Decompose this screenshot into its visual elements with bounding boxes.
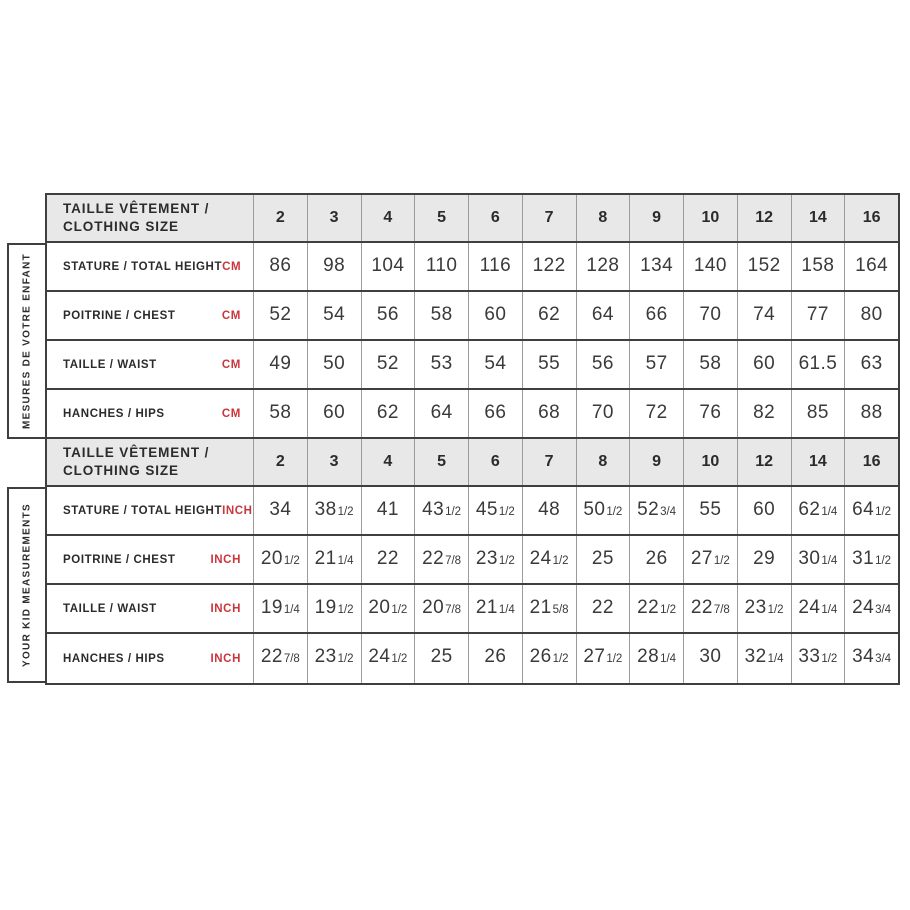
row-label: HANCHES / HIPS xyxy=(63,407,165,420)
value-main: 116 xyxy=(479,255,512,276)
value-main: 21 xyxy=(475,597,498,618)
measurement-value-cell xyxy=(308,243,362,290)
value-main: 63 xyxy=(860,353,883,374)
measurement-row xyxy=(47,536,898,585)
value-main: 85 xyxy=(806,402,829,423)
measurement-value-cell xyxy=(254,390,308,437)
value-main: 50 xyxy=(583,499,606,520)
measurement-label-cell xyxy=(47,585,254,632)
measurement-row xyxy=(47,487,898,536)
header-title-line2: CLOTHING SIZE xyxy=(63,219,179,234)
measurement-value-cell xyxy=(577,243,631,290)
value-main: 24 xyxy=(798,597,821,618)
measurement-value-cell xyxy=(254,634,308,683)
value-fraction: 1/2 xyxy=(875,506,892,518)
value-main: 34 xyxy=(852,646,875,667)
header-title-line1: TAILLE VÊTEMENT / xyxy=(63,445,210,461)
value-fraction: 1/4 xyxy=(660,653,677,665)
value-main: 60 xyxy=(753,353,776,374)
measurement-value-cell xyxy=(630,390,684,437)
value-fraction: 1/4 xyxy=(821,506,838,518)
measurement-value-cell xyxy=(254,487,308,534)
measurement-value-cell xyxy=(362,243,416,290)
measurement-value-cell xyxy=(630,487,684,534)
value-main: 54 xyxy=(323,304,346,325)
measurement-value-cell xyxy=(577,634,631,683)
value-fraction: 7/8 xyxy=(283,653,300,665)
header-title-line1: TAILLE VÊTEMENT / xyxy=(63,201,210,217)
size-cell: 3 xyxy=(308,195,362,241)
value-main: 24 xyxy=(852,597,875,618)
value-main: 33 xyxy=(798,646,821,667)
kids-size-chart xyxy=(7,193,900,685)
value-fraction: 3/4 xyxy=(875,604,892,616)
value-main: 22 xyxy=(260,646,283,667)
size-cell: 12 xyxy=(738,439,792,485)
measurement-value-cell xyxy=(254,536,308,583)
value-main: 52 xyxy=(637,499,660,520)
size-cell: 7 xyxy=(523,439,577,485)
value-main: 158 xyxy=(801,255,835,276)
value-fraction: 7/8 xyxy=(713,604,730,616)
value-main: 104 xyxy=(371,255,405,276)
measurement-value-cell xyxy=(792,487,846,534)
measurement-value-cell xyxy=(845,292,898,339)
value-main: 68 xyxy=(538,402,561,423)
value-fraction: 1/2 xyxy=(337,653,354,665)
value-main: 27 xyxy=(583,646,606,667)
value-main: 21 xyxy=(529,597,552,618)
measurement-value-cell xyxy=(254,292,308,339)
value-fraction: 1/2 xyxy=(283,555,300,567)
measurement-value-cell xyxy=(684,292,738,339)
value-main: 41 xyxy=(376,499,399,520)
measurement-value-cell xyxy=(845,487,898,534)
value-fraction: 1/4 xyxy=(283,604,300,616)
value-main: 98 xyxy=(323,255,346,276)
measurement-value-cell xyxy=(362,292,416,339)
value-main: 58 xyxy=(430,304,453,325)
value-main: 21 xyxy=(314,548,337,569)
measurement-value-cell xyxy=(738,487,792,534)
value-fraction: 1/2 xyxy=(713,555,730,567)
value-fraction: 1/4 xyxy=(821,555,838,567)
size-cell: 16 xyxy=(862,209,881,226)
measurement-value-cell xyxy=(684,634,738,683)
size-header-row xyxy=(47,439,898,487)
value-main: 24 xyxy=(368,646,391,667)
size-cell: 9 xyxy=(630,195,684,241)
measurement-value-cell xyxy=(523,585,577,632)
measurement-value-cell xyxy=(469,487,523,534)
value-fraction: 1/2 xyxy=(445,506,462,518)
unit-label: CM xyxy=(221,358,241,371)
value-main: 66 xyxy=(484,402,507,423)
value-main: 30 xyxy=(798,548,821,569)
value-fraction: 1/2 xyxy=(337,506,354,518)
measurement-value-cell xyxy=(684,341,738,388)
row-label: POITRINE / CHEST xyxy=(63,553,176,566)
value-fraction: 3/4 xyxy=(660,506,677,518)
measurement-value-cell xyxy=(523,292,577,339)
value-fraction: 1/2 xyxy=(498,555,515,567)
measurement-value-cell xyxy=(469,292,523,339)
value-main: 52 xyxy=(376,353,399,374)
measurement-row xyxy=(47,634,898,683)
value-main: 26 xyxy=(529,646,552,667)
measurement-value-cell xyxy=(577,390,631,437)
measurement-value-cell xyxy=(362,341,416,388)
size-cell: 6 xyxy=(469,195,523,241)
measurement-value-cell xyxy=(738,341,792,388)
size-cell: 5 xyxy=(415,195,469,241)
row-label: TAILLE / WAIST xyxy=(63,358,157,371)
value-main: 19 xyxy=(314,597,337,618)
size-cell: 16 xyxy=(862,453,881,470)
value-fraction: 5/8 xyxy=(552,604,569,616)
measurement-value-cell xyxy=(308,585,362,632)
measurement-value-cell xyxy=(415,487,469,534)
value-main: 70 xyxy=(591,402,614,423)
value-main: 60 xyxy=(484,304,507,325)
size-cell: 8 xyxy=(577,195,631,241)
value-main: 55 xyxy=(538,353,561,374)
measurement-value-cell xyxy=(738,243,792,290)
value-main: 76 xyxy=(699,402,722,423)
size-cell: 4 xyxy=(362,195,416,241)
measurement-value-cell xyxy=(415,341,469,388)
value-main: 62 xyxy=(798,499,821,520)
measurement-value-cell xyxy=(792,585,846,632)
measurement-value-cell xyxy=(738,292,792,339)
value-main: 31 xyxy=(852,548,875,569)
value-main: 62 xyxy=(538,304,561,325)
value-fraction: 7/8 xyxy=(445,555,462,567)
value-main: 56 xyxy=(376,304,399,325)
measurement-value-cell xyxy=(523,487,577,534)
measurement-value-cell xyxy=(577,487,631,534)
measurement-value-cell xyxy=(792,390,846,437)
value-main: 61.5 xyxy=(798,353,838,374)
size-cell: 3 xyxy=(308,439,362,485)
measurement-value-cell xyxy=(792,536,846,583)
measurement-value-cell xyxy=(845,243,898,290)
measurement-value-cell xyxy=(469,390,523,437)
value-main: 25 xyxy=(591,548,614,569)
row-label: POITRINE / CHEST xyxy=(63,309,176,322)
value-main: 49 xyxy=(269,353,292,374)
value-main: 19 xyxy=(260,597,283,618)
measurement-value-cell xyxy=(792,292,846,339)
value-fraction: 1/4 xyxy=(821,604,838,616)
value-fraction: 3/4 xyxy=(875,653,892,665)
measurement-row xyxy=(47,292,898,341)
value-main: 64 xyxy=(591,304,614,325)
measurement-value-cell xyxy=(845,585,898,632)
size-cell: 6 xyxy=(469,439,523,485)
measurement-value-cell xyxy=(684,243,738,290)
measurement-label-cell xyxy=(47,390,254,437)
value-main: 86 xyxy=(269,255,292,276)
measurement-value-cell xyxy=(792,243,846,290)
unit-label: INCH xyxy=(210,652,241,665)
value-fraction: 1/4 xyxy=(498,604,515,616)
value-main: 56 xyxy=(591,353,614,374)
measurement-value-cell xyxy=(577,341,631,388)
size-cell: 12 xyxy=(738,195,792,241)
value-main: 43 xyxy=(422,499,445,520)
value-main: 26 xyxy=(484,646,507,667)
measurement-value-cell xyxy=(362,634,416,683)
value-main: 128 xyxy=(586,255,620,276)
measurement-value-cell xyxy=(308,536,362,583)
value-main: 57 xyxy=(645,353,668,374)
size-cell: 2 xyxy=(254,195,308,241)
value-main: 23 xyxy=(314,646,337,667)
value-fraction: 1/2 xyxy=(660,604,677,616)
measurement-value-cell xyxy=(845,536,898,583)
value-fraction: 1/2 xyxy=(552,555,569,567)
measurement-value-cell xyxy=(738,390,792,437)
measurement-value-cell xyxy=(630,341,684,388)
measurement-value-cell xyxy=(845,634,898,683)
measurement-value-cell xyxy=(523,390,577,437)
size-cell: 10 xyxy=(684,439,738,485)
measurement-value-cell xyxy=(523,536,577,583)
side-label-text: MESURES DE VOTRE ENFANT xyxy=(21,252,33,430)
measurement-row xyxy=(47,341,898,390)
measurement-value-cell xyxy=(362,487,416,534)
value-main: 34 xyxy=(269,499,292,520)
size-header-title-cell xyxy=(47,439,254,485)
value-fraction: 1/2 xyxy=(498,506,515,518)
value-fraction: 1/2 xyxy=(337,604,354,616)
measurement-value-cell xyxy=(254,341,308,388)
measurement-value-cell xyxy=(577,292,631,339)
measurement-label-cell xyxy=(47,243,254,290)
value-fraction: 7/8 xyxy=(445,604,462,616)
measurement-value-cell xyxy=(415,243,469,290)
measurement-value-cell xyxy=(254,243,308,290)
measurement-value-cell xyxy=(684,536,738,583)
value-main: 164 xyxy=(855,255,889,276)
measurement-value-cell xyxy=(362,536,416,583)
value-main: 66 xyxy=(645,304,668,325)
measurement-value-cell xyxy=(738,585,792,632)
measurement-label-cell xyxy=(47,487,254,534)
measurement-value-cell xyxy=(362,390,416,437)
size-cell: 4 xyxy=(362,439,416,485)
value-main: 53 xyxy=(430,353,453,374)
measurement-value-cell xyxy=(523,243,577,290)
unit-label: INCH xyxy=(222,504,253,517)
unit-label: INCH xyxy=(210,602,241,615)
measurement-value-cell xyxy=(738,634,792,683)
value-main: 64 xyxy=(852,499,875,520)
measurement-value-cell xyxy=(738,536,792,583)
value-main: 22 xyxy=(637,597,660,618)
value-main: 29 xyxy=(753,548,776,569)
value-fraction: 1/4 xyxy=(337,555,354,567)
measurement-value-cell xyxy=(469,341,523,388)
measurement-value-cell xyxy=(308,634,362,683)
value-main: 54 xyxy=(484,353,507,374)
row-label: TAILLE / WAIST xyxy=(63,602,157,615)
value-main: 82 xyxy=(753,402,776,423)
unit-label: CM xyxy=(222,260,242,273)
side-label-box xyxy=(7,487,45,683)
value-main: 22 xyxy=(690,597,713,618)
value-fraction: 1/2 xyxy=(391,653,408,665)
value-main: 22 xyxy=(376,548,399,569)
measurement-value-cell xyxy=(415,536,469,583)
measurement-value-cell xyxy=(845,341,898,388)
value-main: 45 xyxy=(475,499,498,520)
size-header-row xyxy=(47,195,898,243)
measurement-value-cell xyxy=(577,536,631,583)
measurement-value-cell xyxy=(415,585,469,632)
header-title-line2: CLOTHING SIZE xyxy=(63,463,179,478)
value-fraction: 1/2 xyxy=(391,604,408,616)
value-fraction: 1/2 xyxy=(875,555,892,567)
value-main: 58 xyxy=(699,353,722,374)
size-cell: 14 xyxy=(792,195,846,241)
value-main: 74 xyxy=(753,304,776,325)
measurement-value-cell xyxy=(469,536,523,583)
value-main: 22 xyxy=(422,548,445,569)
measurement-row xyxy=(47,243,898,292)
measurement-value-cell xyxy=(792,341,846,388)
value-main: 26 xyxy=(645,548,668,569)
value-main: 55 xyxy=(699,499,722,520)
measurement-value-cell xyxy=(845,390,898,437)
measurement-label-cell xyxy=(47,292,254,339)
value-main: 58 xyxy=(269,402,292,423)
value-main: 80 xyxy=(860,304,883,325)
size-cell: 14 xyxy=(792,439,846,485)
measurement-value-cell xyxy=(523,634,577,683)
row-label: HANCHES / HIPS xyxy=(63,652,165,665)
value-main: 70 xyxy=(699,304,722,325)
measurement-value-cell xyxy=(684,487,738,534)
measurement-value-cell xyxy=(630,634,684,683)
measurement-value-cell xyxy=(362,585,416,632)
value-main: 23 xyxy=(475,548,498,569)
size-cell: 5 xyxy=(415,439,469,485)
value-main: 140 xyxy=(693,255,727,276)
measurement-value-cell xyxy=(415,634,469,683)
value-main: 20 xyxy=(422,597,445,618)
measurement-row xyxy=(47,390,898,439)
value-main: 72 xyxy=(645,402,668,423)
measurement-value-cell xyxy=(630,585,684,632)
value-fraction: 1/2 xyxy=(606,506,623,518)
measurement-value-cell xyxy=(469,243,523,290)
value-main: 52 xyxy=(269,304,292,325)
value-main: 23 xyxy=(744,597,767,618)
measurement-value-cell xyxy=(254,585,308,632)
measurement-value-cell xyxy=(308,292,362,339)
measurement-value-cell xyxy=(630,536,684,583)
measurement-value-cell xyxy=(577,585,631,632)
value-main: 50 xyxy=(323,353,346,374)
side-label-text: YOUR KID MEASUREMENTS xyxy=(21,503,33,667)
value-main: 48 xyxy=(538,499,561,520)
unit-label: CM xyxy=(221,407,241,420)
size-cell: 9 xyxy=(630,439,684,485)
measurement-value-cell xyxy=(469,634,523,683)
measurement-value-cell xyxy=(684,585,738,632)
side-label-box xyxy=(7,243,45,439)
value-fraction: 1/2 xyxy=(552,653,569,665)
value-fraction: 1/4 xyxy=(767,653,784,665)
measurement-value-cell xyxy=(415,390,469,437)
size-cell: 2 xyxy=(254,439,308,485)
size-cell: 10 xyxy=(684,195,738,241)
measurement-label-cell xyxy=(47,634,254,683)
value-main: 134 xyxy=(640,255,674,276)
measurement-value-cell xyxy=(308,341,362,388)
value-main: 32 xyxy=(744,646,767,667)
value-main: 20 xyxy=(368,597,391,618)
value-main: 64 xyxy=(430,402,453,423)
value-fraction: 1/2 xyxy=(606,653,623,665)
value-main: 20 xyxy=(260,548,283,569)
unit-label: CM xyxy=(221,309,241,322)
value-main: 38 xyxy=(314,499,337,520)
measurement-value-cell xyxy=(630,292,684,339)
value-main: 62 xyxy=(376,402,399,423)
row-label: STATURE / TOTAL HEIGHT xyxy=(63,504,223,517)
measurement-value-cell xyxy=(523,341,577,388)
value-main: 30 xyxy=(699,646,722,667)
size-table xyxy=(45,193,900,685)
measurement-label-cell xyxy=(47,536,254,583)
measurement-row xyxy=(47,585,898,634)
measurement-value-cell xyxy=(792,634,846,683)
measurement-value-cell xyxy=(630,243,684,290)
measurement-value-cell xyxy=(469,585,523,632)
value-main: 122 xyxy=(532,255,566,276)
size-header-title-cell xyxy=(47,195,254,241)
value-main: 28 xyxy=(637,646,660,667)
value-fraction: 1/2 xyxy=(767,604,784,616)
measurement-value-cell xyxy=(415,292,469,339)
measurement-value-cell xyxy=(308,390,362,437)
value-fraction: 1/2 xyxy=(821,653,838,665)
measurement-value-cell xyxy=(684,390,738,437)
value-main: 60 xyxy=(753,499,776,520)
size-cell: 8 xyxy=(577,439,631,485)
unit-label: INCH xyxy=(210,553,241,566)
value-main: 27 xyxy=(690,548,713,569)
value-main: 152 xyxy=(747,255,781,276)
measurement-value-cell xyxy=(308,487,362,534)
size-cell: 7 xyxy=(523,195,577,241)
value-main: 77 xyxy=(806,304,829,325)
value-main: 24 xyxy=(529,548,552,569)
measurement-label-cell xyxy=(47,341,254,388)
value-main: 22 xyxy=(591,597,614,618)
value-main: 88 xyxy=(860,402,883,423)
value-main: 110 xyxy=(425,255,458,276)
row-label: STATURE / TOTAL HEIGHT xyxy=(63,260,223,273)
value-main: 25 xyxy=(430,646,453,667)
value-main: 60 xyxy=(323,402,346,423)
